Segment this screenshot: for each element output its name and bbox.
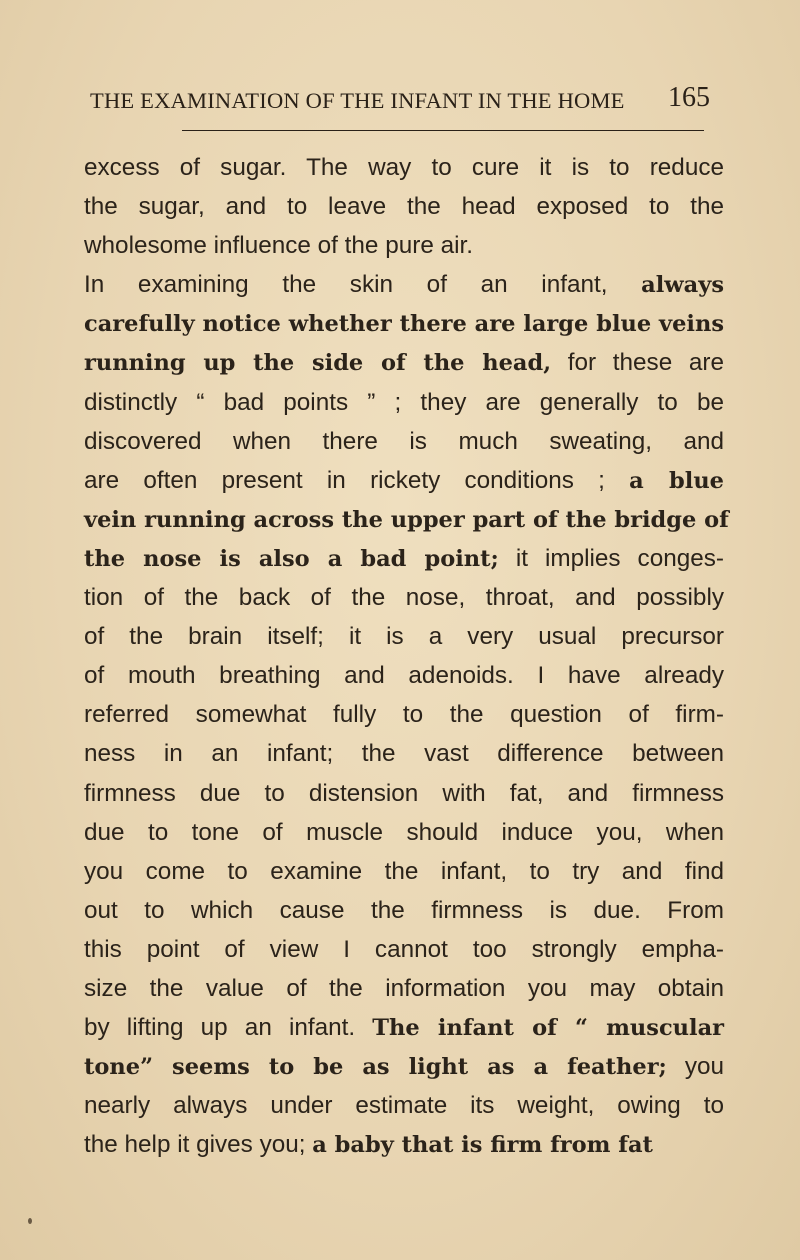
body-text-run: wholesome influence of the pure air. bbox=[84, 232, 473, 260]
paper-speck bbox=[28, 1218, 32, 1224]
text-line bbox=[84, 695, 724, 734]
body-text-run: the help it gives you; bbox=[84, 1131, 313, 1159]
body-text-run: ness in an infant; the vast difference between bbox=[84, 740, 724, 768]
body-text-run: this point of view I cannot too strongly empha- bbox=[84, 935, 724, 963]
emphasis-text: always bbox=[641, 272, 724, 299]
text-line bbox=[84, 500, 729, 539]
body-text-run: nearly always under estimate its weight, owing to bbox=[84, 1092, 724, 1120]
body-text-run: In examining the skin of an infant, bbox=[84, 271, 642, 299]
running-title: THE EXAMINATION OF THE INFANT IN THE HOME bbox=[90, 88, 625, 113]
header-rule bbox=[182, 130, 704, 131]
body-text-run: you bbox=[666, 1053, 724, 1081]
text-line bbox=[84, 852, 724, 891]
body-text-run: it implies conges- bbox=[498, 544, 724, 572]
text-line bbox=[84, 969, 724, 1008]
body-text-run: are often present in rickety conditions ; bbox=[84, 466, 630, 494]
text-line bbox=[84, 187, 724, 226]
emphasis-text: a baby that is firm from fat bbox=[312, 1132, 653, 1159]
text-line bbox=[84, 891, 724, 930]
text-line bbox=[84, 1047, 724, 1086]
emphasis-text: tone” seems to be as light as a feather; bbox=[84, 1054, 667, 1081]
text-line bbox=[84, 265, 724, 304]
text-line bbox=[84, 813, 724, 852]
text-line bbox=[84, 656, 724, 695]
text-line bbox=[84, 226, 724, 265]
body-text-run: out to which cause the firmness is due. From bbox=[84, 896, 724, 924]
body-text-run: for these are bbox=[551, 349, 724, 377]
body-text-run: excess of sugar. The way to cure it is to reduce bbox=[84, 154, 724, 181]
emphasis-text: a blue bbox=[629, 467, 724, 494]
body-text-run: of mouth breathing and adenoids. I have already bbox=[84, 662, 724, 690]
body-text-run: size the value of the information you may obtain bbox=[84, 974, 724, 1002]
text-line bbox=[84, 774, 724, 813]
text-line bbox=[84, 304, 724, 343]
text-line bbox=[84, 1086, 724, 1125]
body-text-run: the sugar, and to leave the head exposed to the bbox=[84, 193, 724, 221]
body-text-run: tion of the back of the nose, throat, and possibly bbox=[84, 584, 724, 612]
text-line bbox=[84, 1008, 724, 1047]
text-line bbox=[84, 1125, 724, 1164]
emphasis-text: carefully notice whether there are large blue veins bbox=[84, 311, 724, 338]
text-line bbox=[84, 343, 724, 382]
body-text-run: distinctly “ bad points ” ; they are generally to be bbox=[84, 388, 724, 416]
body-text-run: of the brain itself; it is a very usual precursor bbox=[84, 623, 724, 651]
page-number: 165 bbox=[668, 82, 710, 113]
body-text-run: due to tone of muscle should induce you, when bbox=[84, 818, 724, 846]
body-text-run: firmness due to distension with fat, and firmness bbox=[84, 779, 724, 807]
body-text-run: discovered when there is much sweating, and bbox=[84, 427, 724, 455]
body-text-run: referred somewhat fully to the question of firm- bbox=[84, 701, 724, 729]
emphasis-text: running up the side of the head, bbox=[84, 350, 552, 377]
text-line bbox=[84, 617, 724, 656]
body-text-run: by lifting up an infant. bbox=[84, 1014, 373, 1042]
text-line bbox=[84, 578, 724, 617]
text-line bbox=[84, 422, 724, 461]
text-line bbox=[84, 539, 724, 578]
body-text-run: you come to examine the infant, to try and find bbox=[84, 857, 724, 885]
emphasis-text: vein running across the upper part of the bridge of bbox=[84, 506, 729, 533]
emphasis-text: The infant of “ muscular bbox=[372, 1015, 724, 1042]
text-line bbox=[84, 461, 724, 500]
text-line bbox=[84, 383, 724, 422]
body-text bbox=[84, 148, 729, 1164]
text-line bbox=[84, 734, 724, 773]
text-line bbox=[84, 148, 724, 187]
running-head bbox=[90, 82, 710, 122]
text-line bbox=[84, 930, 724, 969]
emphasis-text: the nose is also a bad point; bbox=[84, 545, 499, 572]
